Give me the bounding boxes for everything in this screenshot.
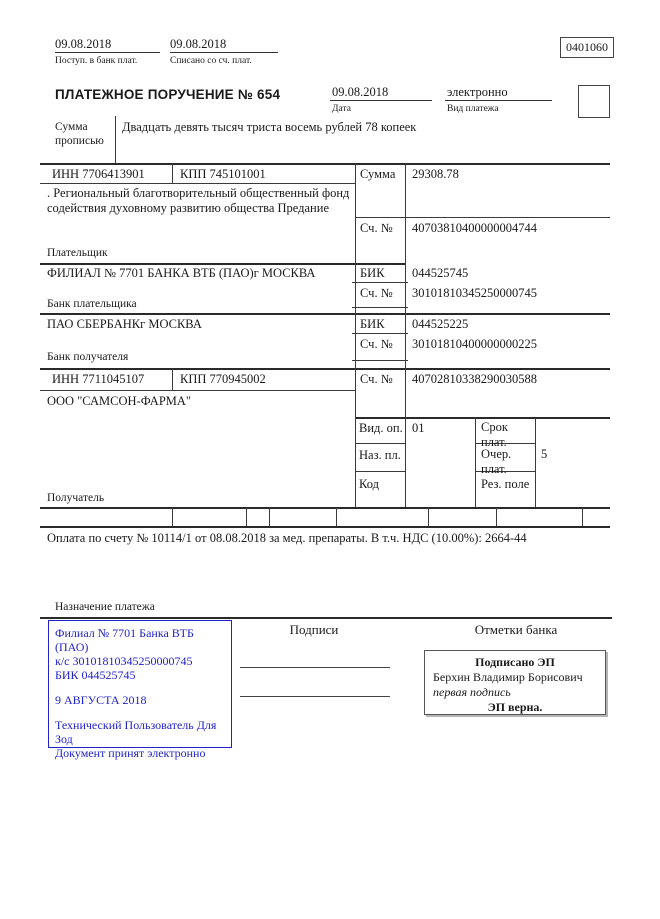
- amount-words-value: Двадцать девять тысяч триста восемь рублей 78 копеек: [122, 120, 417, 134]
- divider: [352, 333, 408, 334]
- divider: [352, 307, 408, 308]
- bank-stamp-line: БИК 044525745: [55, 668, 136, 682]
- date-label: Дата: [332, 104, 351, 114]
- divider: [40, 163, 610, 165]
- beneficiary-bank-name: ПАО СБЕРБАНКг МОСКВА: [47, 317, 202, 331]
- divider: [445, 100, 552, 101]
- beneficiary-bank-bik-value: 044525225: [412, 317, 469, 331]
- tax-field-divider: [428, 507, 429, 526]
- amount-label: Сумма: [360, 167, 396, 181]
- divider: [405, 163, 406, 507]
- bank-stamp-line: Филиал № 7701 Банка ВТБ (ПАО): [55, 626, 194, 654]
- document-date: 09.08.2018: [332, 85, 389, 99]
- payment-kind-code-box: [578, 85, 610, 118]
- divider: [172, 368, 173, 390]
- payer-bank-bik-value: 044525745: [412, 266, 469, 280]
- signature-stamp-title: Подписано ЭП: [475, 655, 555, 669]
- debited-date-label: Списано со сч. плат.: [170, 56, 252, 66]
- purpose-text: Оплата по счету № 10114/1 от 08.08.2018 за мед. препараты. В т.ч. НДС (10.00%): 2664-44: [47, 531, 527, 545]
- beneficiary-label: Получатель: [47, 492, 105, 504]
- bank-stamp-line: Технический Пользователь Для Зод: [55, 718, 217, 746]
- divider: [355, 217, 610, 218]
- divider: [40, 390, 355, 391]
- divider: [355, 417, 610, 419]
- priority-value: 5: [541, 447, 548, 461]
- op-kind-label: Вид. оп.: [359, 421, 403, 435]
- divider: [40, 368, 610, 370]
- divider: [355, 443, 405, 444]
- bank-stamp-line: к/с 30101810345250000745: [55, 654, 193, 668]
- divider: [352, 282, 408, 283]
- divider: [170, 52, 278, 53]
- beneficiary-name: ООО "САМСОН-ФАРМА": [47, 394, 192, 408]
- signature-stamp-verified: ЭП верна.: [487, 700, 543, 714]
- payer-label: Плательщик: [47, 247, 108, 259]
- divider: [40, 183, 355, 184]
- signatures-label: Подписи: [289, 622, 339, 637]
- op-kind-value: 01: [412, 421, 425, 435]
- signature-stamp: [424, 650, 606, 715]
- beneficiary-inn: ИНН 7711045107: [52, 372, 145, 386]
- payer-bank-name: ФИЛИАЛ № 7701 БАНКА ВТБ (ПАО)г МОСКВА: [47, 266, 316, 280]
- payer-inn: ИНН 7706413901: [52, 167, 145, 181]
- payer-bank-account-label: Сч. №: [360, 286, 393, 300]
- purpose-code-label: Наз. пл.: [359, 448, 401, 462]
- signature-line: [240, 696, 390, 697]
- divider: [40, 313, 610, 315]
- payer-bank-bik-label: БИК: [360, 266, 385, 280]
- divider: [40, 263, 406, 265]
- divider: [115, 116, 116, 163]
- payer-bank-account-value: 30101810345250000745: [412, 286, 537, 300]
- reserve-field-label: Рез. поле: [481, 477, 530, 491]
- beneficiary-bank-bik-label: БИК: [360, 317, 385, 331]
- tax-field-divider: [246, 507, 247, 526]
- amount-words-label: Сумма прописью: [55, 121, 104, 147]
- signature-stamp-name: Берхин Владимир Борисович: [433, 670, 583, 684]
- bank-marks-label: Отметки банка: [474, 622, 558, 637]
- divider: [475, 417, 476, 507]
- divider: [40, 526, 610, 528]
- received-date-label: Поступ. в банк плат.: [55, 56, 138, 66]
- tax-field-divider: [336, 507, 337, 526]
- debited-date: 09.08.2018: [170, 37, 227, 51]
- payment-kind: электронно: [447, 85, 508, 99]
- purpose-label: Назначение платежа: [55, 601, 155, 613]
- bank-stamp-date: 9 АВГУСТА 2018: [55, 693, 147, 707]
- tax-field-divider: [269, 507, 270, 526]
- code-label: Код: [359, 477, 379, 491]
- payer-account-value: 40703810400000004744: [412, 221, 537, 235]
- signature-line: [240, 667, 390, 668]
- tax-field-divider: [582, 507, 583, 526]
- divider: [535, 417, 536, 507]
- divider: [352, 360, 408, 361]
- divider: [40, 507, 610, 509]
- bank-stamp-line: Документ принят электронно: [55, 746, 206, 760]
- pay-term-label: Срок плат.: [481, 420, 508, 449]
- payment-kind-label: Вид платежа: [447, 104, 499, 114]
- received-date: 09.08.2018: [55, 37, 112, 51]
- divider: [330, 100, 432, 101]
- divider: [172, 163, 173, 183]
- beneficiary-bank-label: Банк получателя: [47, 351, 129, 363]
- beneficiary-account-label: Сч. №: [360, 372, 393, 386]
- divider: [355, 471, 405, 472]
- payer-account-label: Сч. №: [360, 221, 393, 235]
- beneficiary-account-value: 40702810338290030588: [412, 372, 537, 386]
- divider: [40, 617, 612, 619]
- payer-name: . Региональный благотворительный общественный фонд содействия духовному развитию общества Предание: [47, 186, 350, 215]
- form-code-box: 0401060: [560, 37, 614, 58]
- tax-field-divider: [172, 507, 173, 526]
- amount-value: 29308.78: [412, 167, 459, 181]
- beneficiary-kpp: КПП 770945002: [180, 372, 266, 386]
- payer-bank-label: Банк плательщика: [47, 298, 137, 310]
- priority-label: Очер. плат.: [481, 447, 512, 476]
- tax-field-divider: [496, 507, 497, 526]
- beneficiary-bank-account-value: 30101810400000000225: [412, 337, 537, 351]
- bank-stamp: [48, 620, 232, 760]
- beneficiary-bank-account-label: Сч. №: [360, 337, 393, 351]
- payer-kpp: КПП 745101001: [180, 167, 266, 181]
- divider: [55, 52, 160, 53]
- signature-stamp-sub: первая подпись: [433, 685, 511, 699]
- document-title: ПЛАТЕЖНОЕ ПОРУЧЕНИЕ № 654: [55, 87, 281, 102]
